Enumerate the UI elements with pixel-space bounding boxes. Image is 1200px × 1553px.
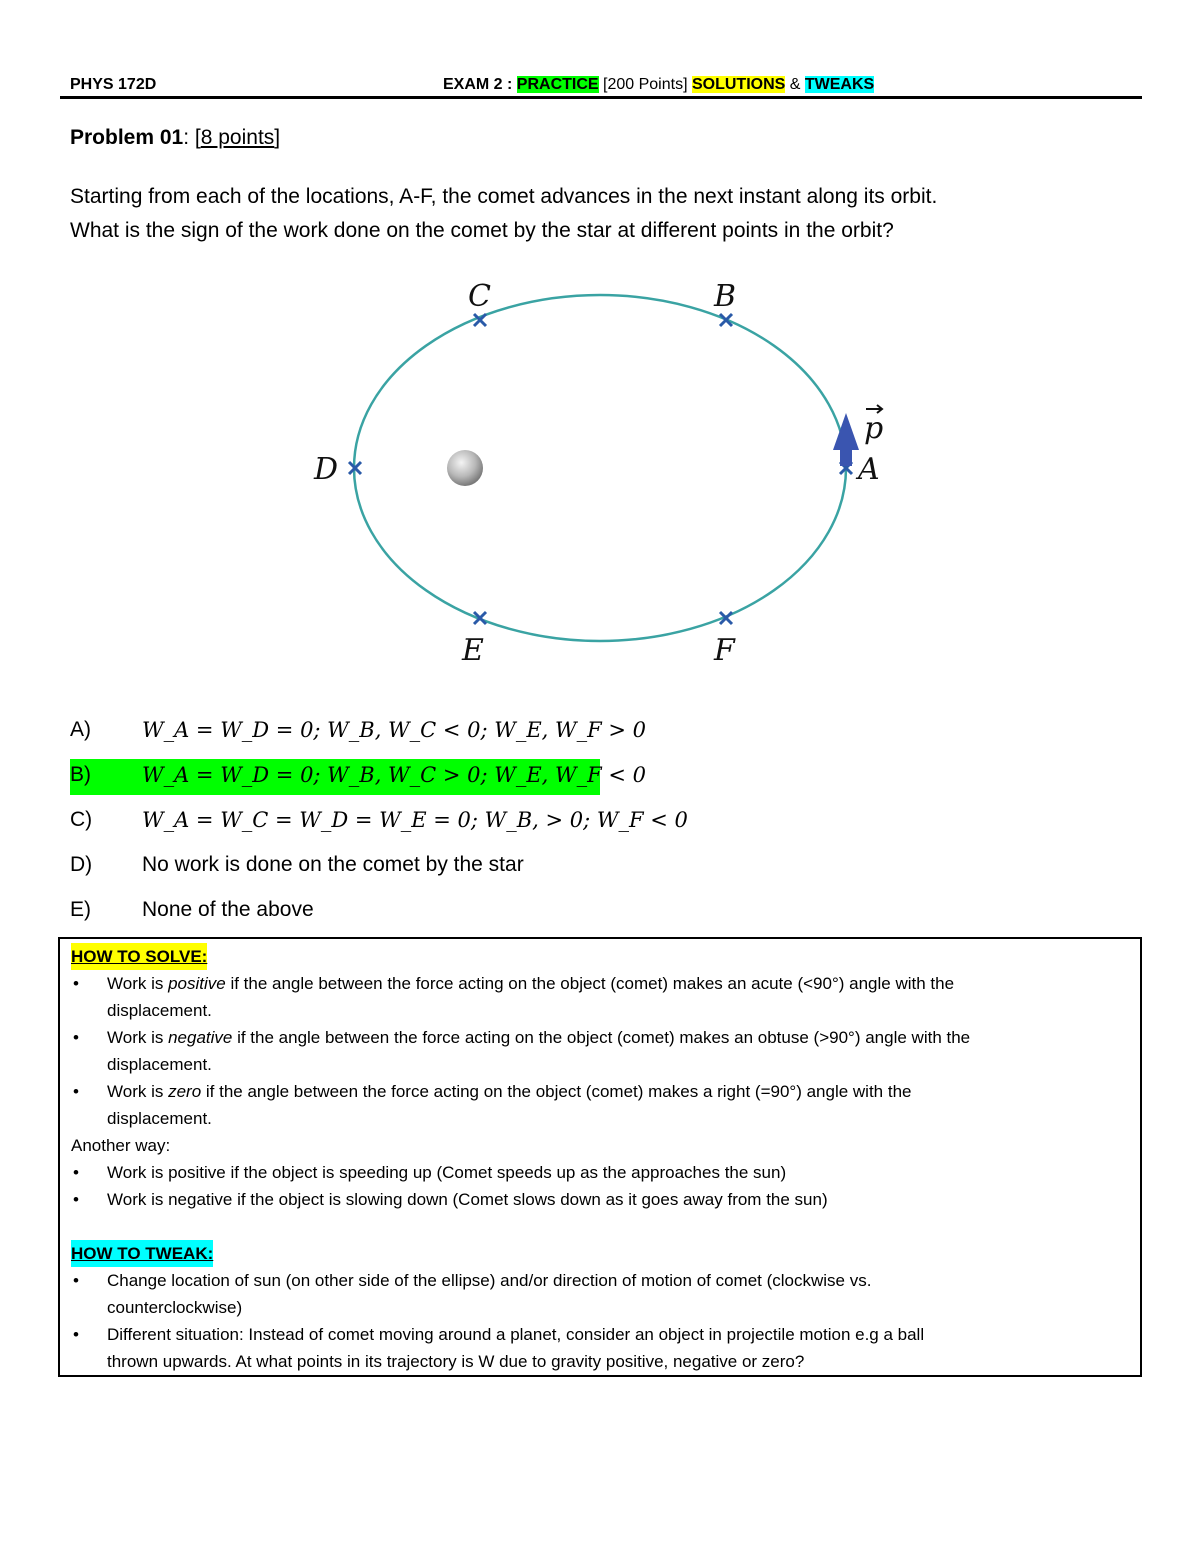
choice-letter: B) [70,763,91,786]
bullet-text: Work is negative if the object is slowing down (Comet slows down as it goes away from the sun) [107,1190,828,1209]
bullet-line-1: Change location of sun (on other side of the ellipse) and/or direction of motion of comet (clockwise vs. [107,1271,872,1290]
bullet-icon: • [73,1325,79,1344]
bullet-line-1: Different situation: Instead of comet moving around a planet, consider an object in projectile motion e.g a ball [107,1325,925,1344]
bullet-icon: • [73,1082,79,1101]
answer-choices [70,712,1150,937]
bullet-em: negative [168,1028,233,1047]
page-header [60,74,1142,99]
question-text [70,180,1140,248]
bullet-post: if the angle between the force acting on the object (comet) makes a right (=90°) angle with the [201,1082,912,1101]
choice-text: No work is done on the comet by the star [142,853,524,876]
problem-colon: : [ [183,126,201,149]
bullet-pre: Work is [107,1082,169,1101]
exam-title [443,76,874,94]
bullet-icon: • [73,974,79,993]
label-e: E [462,633,484,668]
bullet-icon: • [73,1163,79,1182]
solve-bullet-zero [71,1078,1131,1132]
bullet-em: zero [168,1082,202,1101]
solve-bullet-speeding [71,1159,1131,1186]
bullet-icon: • [73,1028,79,1047]
orbit-diagram [300,270,900,670]
choice-a[interactable] [70,712,1150,757]
problem-close: ] [274,126,281,149]
bullet-pre: Work is [107,974,169,993]
bullet-cont: displacement. [107,1001,212,1020]
label-b: B [714,279,737,314]
choice-letter: D) [70,853,93,876]
solve-bullet-negative [71,1024,1131,1078]
choice-text: W_A = W_D = 0; W_B, W_C < 0; W_E, W_F > 0 [142,718,646,742]
bullet-pre: Work is [107,1028,169,1047]
bullet-icon: • [73,1271,79,1290]
section-spacer [71,1213,1131,1240]
star-sphere-icon [447,450,483,486]
course-code: PHYS 172D [70,76,157,93]
choice-text: W_A = W_C = W_D = W_E = 0; W_B, > 0; W_F < 0 [142,808,688,832]
another-way-label: Another way: [71,1136,171,1155]
how-to-solve-title: HOW TO SOLVE: [71,943,207,970]
bullet-cont: displacement. [107,1109,212,1128]
bullet-text: Work is positive if the object is speeding up (Comet speeds up as the approaches the sun) [107,1163,787,1182]
choice-letter: E) [70,898,91,921]
bullet-em: positive [168,974,226,993]
bullet-post: if the angle between the force acting on the object (comet) makes an acute (<90°) angle with the [225,974,955,993]
points-open: [ [598,76,608,93]
choice-text: None of the above [142,898,314,921]
orbit-ellipse [354,295,846,641]
problem-points: 8 points [200,126,275,149]
choice-letter: C) [70,808,93,831]
choice-d[interactable] [70,847,1150,892]
bullet-line-2: counterclockwise) [107,1298,243,1317]
choice-text: W_A = W_D = 0; W_B, W_C > 0; W_E, W_F < 0 [142,763,646,787]
solution-box [58,937,1142,1377]
how-to-tweak-title: HOW TO TWEAK: [71,1240,213,1267]
solutions-tag: SOLUTIONS [691,76,786,93]
label-d: D [314,452,339,487]
points-close: ] [683,76,692,93]
label-c: C [468,279,491,314]
choice-letter: A) [70,718,91,741]
solve-bullet-slowing [71,1186,1131,1213]
label-f: F [714,633,735,668]
bullet-cont: displacement. [107,1055,212,1074]
label-p: p [864,411,884,446]
choice-e[interactable] [70,892,1150,937]
practice-tag: PRACTICE [516,76,599,93]
choice-b[interactable] [70,757,1150,802]
choice-c[interactable] [70,802,1150,847]
solve-bullet-positive [71,970,1131,1024]
bullet-icon: • [73,1190,79,1209]
exam-prefix: EXAM 2 : [443,76,517,93]
question-line-2: What is the sign of the work done on the comet by the star at different points in the orbit? [70,219,894,242]
ampersand: & [785,76,805,93]
label-a: A [858,452,880,487]
tweak-bullet-location [71,1267,1131,1321]
total-points: 200 Points [607,76,684,93]
tweaks-tag: TWEAKS [804,76,875,93]
bullet-post: if the angle between the force acting on the object (comet) makes an obtuse (>90°) angle with the [232,1028,971,1047]
problem-title [70,126,280,150]
bullet-line-2: thrown upwards. At what points in its trajectory is W due to gravity positive, negative or zero? [107,1352,805,1371]
question-line-1: Starting from each of the locations, A-F, the comet advances in the next instant along its orbit. [70,185,938,208]
problem-label: Problem 01 [70,126,184,149]
tweak-bullet-situation [71,1321,1131,1375]
